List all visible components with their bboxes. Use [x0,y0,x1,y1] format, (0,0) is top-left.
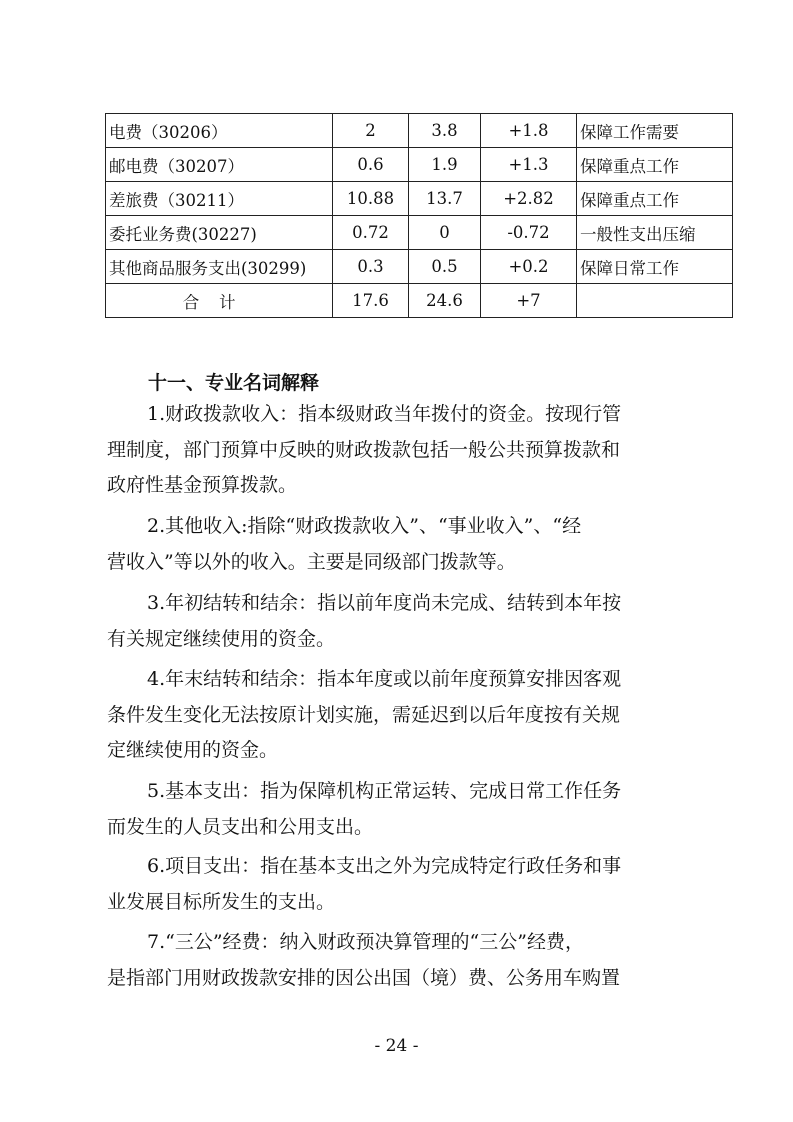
definition-paragraph [107,925,697,996]
table-row [106,250,733,284]
table-row [106,216,733,250]
paragraph-line: 业发展目标所发生的支出。 [107,890,336,913]
paragraph-line: 5.基本支出：指为保障机构正常运转、完成日常工作任务 [147,780,622,802]
paragraph-line: 而发生的人员支出和公用支出。 [107,815,374,838]
value-change: -0.72 [481,216,577,250]
paragraph-line: 理制度，部门预算中反映的财政拨款包括一般公共预算拨款和 [107,438,621,461]
total-label: 合计 [106,284,333,318]
paragraph-line: 是指部门用财政拨款安排的因公出国（境）费、公务用车购置 [107,966,621,989]
total-previous: 17.6 [333,284,409,318]
paragraph-line: 条件发生变化无法按原计划实施，需延迟到以后年度按有关规 [107,703,621,726]
paragraph-line: 6.项目支出：指在基本支出之外为完成特定行政任务和事 [147,855,622,877]
paragraph-line: 政府性基金预算拨款。 [107,474,298,496]
value-previous: 0.6 [333,148,409,182]
paragraph-line: 3.年初结转和结余：指以前年度尚未完成、结转到本年按 [147,592,622,614]
value-previous: 10.88 [333,182,409,216]
total-note [577,284,733,318]
change-reason: 保障日常工作 [577,250,733,284]
value-change: +1.8 [481,114,577,148]
change-reason: 一般性支出压缩 [577,216,733,250]
paragraph-line: 1.财政拨款收入：指本级财政当年拨付的资金。按现行管 [147,403,622,425]
paragraph-line: 定继续使用的资金。 [107,739,279,761]
definition-paragraph [107,509,697,580]
item-name: 差旅费（30211） [106,182,333,216]
definition-paragraph [107,397,697,504]
total-change: +7 [481,284,577,318]
item-name: 委托业务费(30227) [106,216,333,250]
value-current: 0 [409,216,481,250]
value-current: 0.5 [409,250,481,284]
change-reason: 保障重点工作 [577,182,733,216]
definition-paragraph [107,774,697,845]
item-name: 邮电费（30207） [106,148,333,182]
table-row [106,114,733,148]
value-current: 13.7 [409,182,481,216]
paragraph-line: 7.“三公”经费：纳入财政预决算管理的“三公”经费， [147,931,584,953]
value-change: +2.82 [481,182,577,216]
value-previous: 2 [333,114,409,148]
item-name: 电费（30206） [106,114,333,148]
total-current: 24.6 [409,284,481,318]
paragraph-line: 有关规定继续使用的资金。 [107,627,336,650]
item-name: 其他商品服务支出(30299) [106,250,333,284]
change-reason: 保障重点工作 [577,148,733,182]
value-current: 3.8 [409,114,481,148]
value-previous: 0.3 [333,250,409,284]
section-heading: 十一、专业名词解释 [148,372,320,394]
value-change: +0.2 [481,250,577,284]
paragraph-line: 4.年末结转和结余：指本年度或以前年度预算安排因客观 [147,668,622,690]
table-total-row [106,284,733,318]
table-row [106,148,733,182]
table-row [106,182,733,216]
definition-paragraph [107,849,697,920]
value-current: 1.9 [409,148,481,182]
paragraph-line: 2.其他收入:指除“财政拨款收入”、“事业收入”、“经 [147,515,582,537]
page-number: - 24 - [374,1036,419,1056]
definition-paragraph [107,586,697,657]
value-change: +1.3 [481,148,577,182]
value-previous: 0.72 [333,216,409,250]
budget-table [105,113,733,318]
definition-paragraph [107,662,697,769]
change-reason: 保障工作需要 [577,114,733,148]
paragraph-line: 营收入”等以外的收入。主要是同级部门拨款等。 [107,550,516,573]
